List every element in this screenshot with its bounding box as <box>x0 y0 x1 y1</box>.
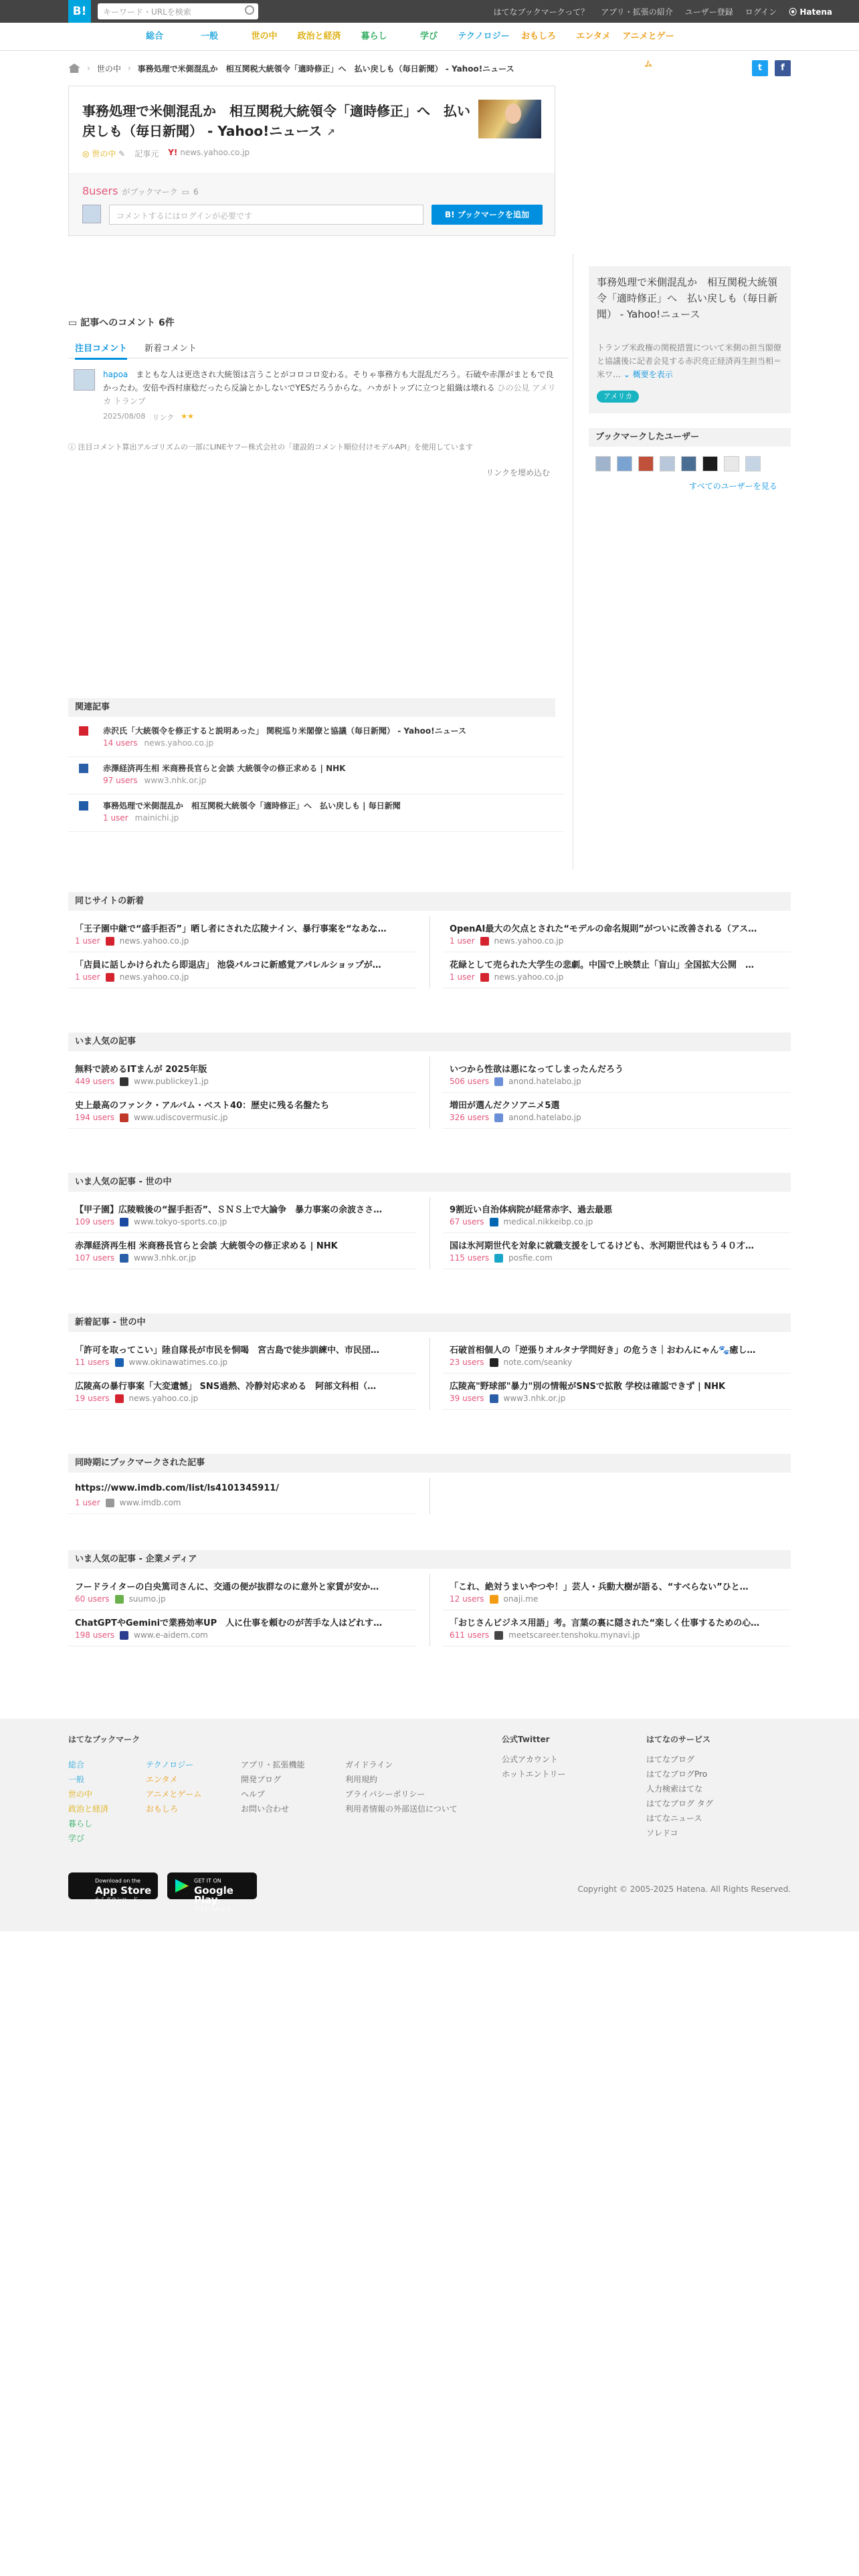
footer-link[interactable]: プライバシーポリシー <box>345 1790 425 1799</box>
article-item[interactable] <box>68 1374 416 1410</box>
footer-link[interactable]: ヘルプ <box>241 1790 266 1799</box>
tab-featured-comments[interactable]: 注目コメント <box>75 341 127 360</box>
users-count[interactable]: 326 users <box>450 1113 490 1122</box>
top-bar <box>0 0 859 23</box>
footer-link[interactable]: 政治と経済 <box>68 1804 109 1814</box>
footer-link[interactable]: おもしろ <box>146 1804 179 1814</box>
article-title[interactable]: 広陵高"野球部"暴力"別の情報がSNSで拡散 学校は確認できず | NHK <box>450 1382 726 1392</box>
article-title[interactable]: OpenAI最大の欠点とされた“モデルの命名規則”がついに改善される（アス… <box>450 924 757 934</box>
site-favicon-icon <box>120 1218 128 1226</box>
article-meta <box>75 1594 166 1604</box>
article-item[interactable] <box>68 1337 416 1374</box>
footer-bookmark-col <box>68 1732 202 1752</box>
article-meta <box>75 1113 228 1122</box>
section-header: 新着記事 - 世の中 <box>68 1313 791 1332</box>
users-count[interactable]: 19 users <box>75 1394 110 1403</box>
article-meta <box>75 1358 227 1367</box>
category-tab[interactable]: 政治と経済 <box>297 31 341 41</box>
site-favicon-icon <box>106 1499 114 1507</box>
related-title[interactable]: 赤沢氏「大統領令を修正すると説明あった」 関税巡り米閣僚と協議（毎日新聞） - Yahoo!ニュース <box>103 726 466 736</box>
footer-link[interactable]: エンタメ <box>146 1775 178 1784</box>
hatena-icon: ⦿ <box>789 7 797 17</box>
article-meta <box>75 1253 196 1263</box>
footer-link[interactable]: 利用規約 <box>345 1775 378 1784</box>
article-title[interactable]: フードライターの白央篤司さんに、交通の便が抜群なのに意外と家賃が安か… <box>75 1582 379 1592</box>
article-item[interactable] <box>443 1057 791 1093</box>
article-meta <box>75 1077 209 1086</box>
article-domain[interactable]: www.tokyo-sports.co.jp <box>134 1217 227 1226</box>
users-count[interactable]: 1 user <box>450 972 475 982</box>
users-count[interactable]: 11 users <box>75 1358 110 1367</box>
site-favicon-icon <box>494 1113 503 1122</box>
comment-date[interactable]: 2025/08/08 <box>103 412 146 421</box>
article-domain[interactable]: www.udiscovermusic.jp <box>134 1113 228 1122</box>
apps-link[interactable]: アプリ・拡張の紹介 <box>601 7 673 17</box>
article-meta <box>75 972 189 982</box>
section-header: いま人気の記事 - 世の中 <box>68 1173 791 1192</box>
footer-link[interactable]: はてなニュース <box>646 1814 702 1823</box>
site-favicon-icon <box>79 764 88 773</box>
users-count[interactable]: 449 users <box>75 1077 115 1086</box>
user-avatar[interactable] <box>660 456 675 471</box>
users-count[interactable]: 1 user <box>75 972 100 982</box>
signup-link[interactable]: ユーザー登録 <box>684 7 733 17</box>
footer-link[interactable]: 人力検索はてな <box>646 1784 703 1794</box>
comment-link[interactable]: リンク <box>152 413 175 422</box>
facebook-share-icon[interactable]: f <box>775 60 791 76</box>
tag-america[interactable]: アメリカ <box>597 391 639 403</box>
article-domain[interactable]: www3.nhk.or.jp <box>503 1394 566 1403</box>
footer-link[interactable]: 一般 <box>68 1775 85 1784</box>
users-count[interactable]: 1 user <box>75 936 100 946</box>
article-title[interactable]: 「許可を取ってこい」陸自隊長が市民を恫喝 宮古島で徒歩訓練中、市民団… <box>75 1346 380 1356</box>
article-meta <box>450 1253 553 1263</box>
related-item[interactable] <box>68 794 563 832</box>
article-domain[interactable]: www.okinawatimes.co.jp <box>128 1358 228 1367</box>
article-domain[interactable]: meetscareer.tenshoku.mynavi.jp <box>508 1630 640 1640</box>
login-link[interactable]: ログイン <box>745 7 777 17</box>
users-count[interactable]: 506 users <box>450 1077 490 1086</box>
related-header: 関連記事 <box>68 698 555 717</box>
app-store-button[interactable]: Download on the App Store からダウンロード <box>68 1872 158 1899</box>
article-item[interactable] <box>68 1478 416 1514</box>
footer-header: 公式Twitter <box>502 1735 550 1744</box>
article-title[interactable]: 広陵高の暴行事案「大変遺憾」 SNS過熱、冷静対応求める 阿部文科相（… <box>75 1382 377 1392</box>
site-favicon-icon <box>106 937 114 946</box>
users-count[interactable]: 67 users <box>450 1217 484 1226</box>
tab-new-comments[interactable]: 新着コメント <box>145 344 197 354</box>
site-favicon-icon <box>490 1218 498 1226</box>
entry-title[interactable]: 事務処理で米側混乱か 相互関税大統領令「適時修正」へ 払い戻しも（毎日新聞） - Yahoo!ニュース ↗ <box>82 103 470 139</box>
site-favicon-icon <box>490 1394 498 1403</box>
footer-link[interactable]: 学び <box>68 1834 85 1843</box>
avatar <box>82 205 101 223</box>
article-item[interactable] <box>443 952 791 988</box>
related-domain[interactable]: www3.nhk.or.jp <box>144 776 207 785</box>
article-meta <box>450 972 563 982</box>
footer-services-col <box>646 1732 713 1840</box>
user-avatar[interactable] <box>702 456 718 471</box>
article-title[interactable]: https://www.imdb.com/list/ls4101345911/ <box>75 1483 280 1493</box>
users-count[interactable]: 39 users <box>450 1394 484 1403</box>
user-avatar[interactable] <box>681 456 696 471</box>
site-favicon-icon <box>494 1631 503 1640</box>
article-domain[interactable]: posfie.com <box>508 1253 553 1263</box>
users-count[interactable]: 1 user <box>75 1498 100 1507</box>
yahoo-favicon-icon: Y! <box>168 148 178 157</box>
avatar[interactable] <box>74 369 95 391</box>
category-tab[interactable]: 学び <box>419 31 438 41</box>
article-domain[interactable]: news.yahoo.co.jp <box>119 972 189 982</box>
article-item[interactable] <box>443 1233 791 1269</box>
article-title[interactable]: 「これ、絶対うまいやつや！」芸人・兵動大樹が語る、“すべらない”ひと… <box>450 1582 749 1592</box>
entry-thumbnail[interactable] <box>478 100 541 138</box>
category-tab[interactable]: テクノロジー <box>458 31 510 41</box>
hatena-bookmark-logo[interactable]: B! <box>68 0 91 23</box>
article-item[interactable] <box>68 1093 416 1129</box>
related-meta <box>103 776 206 785</box>
see-all-users-link[interactable]: すべてのユーザーを見る <box>689 481 777 491</box>
article-meta <box>75 1498 181 1507</box>
comment-tabs <box>68 338 569 358</box>
copyright: Copyright © 2005-2025 Hatena. All Rights Reserved. <box>577 1885 791 1894</box>
users-count[interactable]: 14 users <box>103 738 138 748</box>
article-title[interactable]: 「王子園中継で“盛手拒否”」晒し者にされた広陵ナイン、暴行事案を“なあな… <box>75 924 387 934</box>
google-play-button[interactable]: GET IT ON Google Play で手に入れよう <box>167 1872 257 1899</box>
users-count[interactable]: 23 users <box>450 1358 484 1367</box>
article-item[interactable] <box>68 952 416 988</box>
sidebar-description: トランプ米政権の関税措置について米側の担当閣僚と協議後に記者会見する赤沢亮正経済再生担当相＝米ワ… ⌄ 概要を表示 <box>597 343 782 379</box>
footer-twitter-col <box>502 1732 566 1782</box>
users-count[interactable]: 109 users <box>75 1217 115 1226</box>
footer-link[interactable]: はてなブログ タグ <box>646 1799 713 1808</box>
chevron-right-icon: › <box>87 64 90 73</box>
twitter-share-icon[interactable]: t <box>752 60 768 76</box>
article-item[interactable] <box>443 1093 791 1129</box>
hatena-brand: Hatena <box>799 7 832 17</box>
article-item[interactable] <box>443 916 791 952</box>
article-domain[interactable]: news.yahoo.co.jp <box>119 936 189 946</box>
site-favicon-icon <box>480 973 489 982</box>
site-favicon-icon <box>120 1077 128 1086</box>
site-favicon-icon <box>120 1113 128 1122</box>
external-link-icon: ↗ <box>326 126 335 138</box>
hatena-brand-link[interactable] <box>789 6 832 17</box>
comment-user[interactable]: hapoa <box>103 370 128 379</box>
section-header: 同時期にブックマークされた記事 <box>68 1454 791 1473</box>
entry-category[interactable]: ◎ 世の中 ✎ <box>82 149 126 158</box>
article-title[interactable]: ChatGPTやGeminiで業務効率UP 人に仕事を頼むのが苦手な人はどれす… <box>75 1618 383 1628</box>
user-avatar[interactable] <box>724 456 739 471</box>
footer-link[interactable]: お問い合わせ <box>241 1804 290 1814</box>
users-count[interactable]: 107 users <box>75 1253 115 1263</box>
user-avatar[interactable] <box>617 456 632 471</box>
footer-link[interactable]: アニメとゲーム <box>146 1790 202 1799</box>
related-item[interactable] <box>68 720 563 757</box>
entry-meta <box>82 148 250 159</box>
site-favicon-icon <box>115 1394 124 1403</box>
related-title[interactable]: 赤澤経済再生相 米商務長官らと会談 大統領令の修正求める | NHK <box>103 764 346 773</box>
article-item[interactable] <box>443 1574 791 1610</box>
article-item[interactable] <box>443 1337 791 1374</box>
category-tab[interactable]: おもしろ <box>520 31 556 41</box>
article-meta <box>450 1358 572 1367</box>
apple-icon <box>76 1878 90 1891</box>
users-count[interactable]: 12 users <box>450 1594 484 1604</box>
article-domain[interactable]: anond.hatelabo.jp <box>508 1113 581 1122</box>
article-meta <box>450 1630 640 1640</box>
search-icon[interactable] <box>245 5 254 15</box>
category-tab[interactable]: 世の中 <box>251 31 278 41</box>
article-title[interactable]: 石破首相個人の「逆張りオルタナ学問好き」の危うさ｜おわんにゃん🐾癒し… <box>450 1346 756 1356</box>
comment-body <box>103 368 558 408</box>
footer-link[interactable]: アプリ・拡張機能 <box>241 1760 305 1769</box>
section-header: いま人気の記事 <box>68 1033 791 1051</box>
article-title[interactable]: 赤澤経済再生相 米商務長官らと会談 大統領令の修正求める | NHK <box>75 1241 338 1251</box>
add-bookmark-button[interactable]: B! ブックマークを追加 <box>432 205 543 225</box>
article-meta <box>75 1217 227 1226</box>
footer-link[interactable]: 利用者情報の外部送信について <box>345 1804 458 1814</box>
info-icon: ⓘ <box>68 443 76 451</box>
site-favicon-icon <box>490 1595 498 1604</box>
related-title[interactable]: 事務処理で米側混乱か 相互関税大統領令「適時修正」へ 払い戻しも | 毎日新聞 <box>103 801 401 811</box>
article-item[interactable] <box>443 1610 791 1646</box>
site-favicon-icon <box>79 726 88 736</box>
related-domain[interactable]: news.yahoo.co.jp <box>144 738 214 748</box>
article-domain[interactable]: anond.hatelabo.jp <box>508 1077 581 1086</box>
section-header: 同じサイトの新着 <box>68 892 791 911</box>
article-title[interactable]: 花緑として売られた大学生の悲劇。中国で上映禁止「盲山」全国拡大公開 … <box>450 960 755 970</box>
user-avatar[interactable] <box>638 456 654 471</box>
category-tab[interactable]: エンタメ <box>576 31 611 41</box>
category-tab[interactable]: 暮らし <box>361 31 387 41</box>
article-domain[interactable]: onaji.me <box>503 1594 539 1604</box>
chevron-down-icon: ⌄ <box>623 370 630 379</box>
article-meta <box>450 1394 565 1403</box>
breadcrumb <box>68 59 791 78</box>
footer-link[interactable]: 開発ブログ <box>241 1775 282 1784</box>
top-links <box>494 6 833 17</box>
users-count[interactable]: 611 users <box>450 1630 490 1640</box>
footer-header: はてなブックマーク <box>68 1735 140 1744</box>
article-item[interactable] <box>68 1574 416 1610</box>
users-count[interactable]: 1 user <box>103 813 128 823</box>
article-title[interactable]: 増田が選んだクソアニメ5選 <box>450 1101 560 1111</box>
article-title[interactable]: 【甲子園】広陵戦後の“握手拒否”、ＳＮＳ上で大論争 暴力事案の余波ささ… <box>75 1205 383 1215</box>
sidebar-summary <box>589 266 791 413</box>
footer-link[interactable]: 世の中 <box>68 1790 93 1799</box>
article-item[interactable] <box>68 1057 416 1093</box>
entry-domain[interactable]: Y! news.yahoo.co.jp <box>168 148 250 157</box>
breadcrumb-category[interactable]: 世の中 <box>96 64 121 74</box>
about-link[interactable]: はてなブックマークって？ <box>493 7 589 17</box>
comment-footer <box>103 412 194 423</box>
users-count[interactable]: 8users がブックマーク ▭ 6 <box>82 185 199 197</box>
related-meta <box>103 738 213 748</box>
article-domain[interactable]: www.publickey1.jp <box>134 1077 209 1086</box>
category-tab[interactable]: 総合 <box>145 31 163 41</box>
article-meta <box>450 936 563 946</box>
article-item[interactable] <box>443 1374 791 1410</box>
bookmark-area <box>69 173 555 235</box>
article-domain[interactable]: news.yahoo.co.jp <box>128 1394 199 1403</box>
article-title[interactable]: 9割近い自治体病院が経常赤字、過去最悪 <box>450 1205 613 1215</box>
site-favicon-icon <box>120 1631 128 1640</box>
user-avatar[interactable] <box>745 456 761 471</box>
article-meta <box>450 1077 581 1086</box>
article-domain[interactable]: www3.nhk.or.jp <box>134 1253 196 1263</box>
comment-input[interactable]: コメントするにはログインが必要です <box>109 205 423 225</box>
comment-icon: ▭ <box>181 187 189 197</box>
site-favicon-icon <box>115 1595 124 1604</box>
comment-tags[interactable]: ひの公見 アメリカ トランプ <box>103 383 556 406</box>
edit-icon: ✎ <box>118 149 126 158</box>
article-meta <box>75 936 189 946</box>
site-favicon-icon <box>494 1077 503 1086</box>
users-count[interactable]: 115 users <box>450 1253 490 1263</box>
users-count[interactable]: 1 user <box>450 936 475 946</box>
users-count[interactable]: 97 users <box>103 776 138 785</box>
footer-link[interactable]: はてなブログPro <box>646 1769 708 1779</box>
star-icon[interactable]: ★★ <box>181 412 194 421</box>
article-title[interactable]: 史上最高のファンク・アルバム・ベスト40：歴史に残る名盤たち <box>75 1101 330 1111</box>
search-placeholder: キーワード・URLを検索 <box>103 7 191 17</box>
article-meta <box>450 1217 593 1226</box>
footer-link[interactable]: 総合 <box>68 1760 85 1769</box>
chevron-right-icon: › <box>127 64 131 73</box>
site-favicon-icon <box>494 1254 503 1263</box>
comments-header: ▭ 記事へのコメント 6件 <box>68 318 175 328</box>
home-icon[interactable] <box>68 64 80 73</box>
user-avatars <box>595 456 761 471</box>
article-domain[interactable]: news.yahoo.co.jp <box>494 936 564 946</box>
users-count[interactable]: 194 users <box>75 1113 115 1122</box>
site-favicon-icon <box>480 937 489 946</box>
article-domain[interactable]: suumo.jp <box>128 1594 166 1604</box>
article-title[interactable]: 国は氷河期世代を対象に就職支援をしてるけども、氷河期世代はもう４０才… <box>450 1241 755 1251</box>
article-meta <box>450 1594 538 1604</box>
related-item[interactable] <box>68 757 563 794</box>
category-tab[interactable]: 一般 <box>200 31 218 41</box>
footer-link[interactable]: ソレドコ <box>646 1828 678 1838</box>
related-meta <box>103 813 179 823</box>
article-title[interactable]: 無料で読めるITまんが 2025年版 <box>75 1065 207 1075</box>
entry-card <box>68 86 555 236</box>
embed-link[interactable]: リンクを埋め込む <box>486 468 550 477</box>
algorithm-note: ⓘ 注目コメント算出アルゴリズムの一部にLINEヤフー株式会社の「建設的コメント順位付けモデルAPI」を使用しています <box>68 443 473 451</box>
article-domain[interactable]: medical.nikkeibp.co.jp <box>503 1217 593 1226</box>
article-domain[interactable]: www.imdb.com <box>119 1498 181 1507</box>
footer-link[interactable]: はてなブログ <box>646 1755 695 1764</box>
article-title[interactable]: 「店員に話しかけられたら即退店」 池袋パルコに新感覚アパレルショップが… <box>75 960 381 970</box>
users-count[interactable]: 60 users <box>75 1594 110 1604</box>
related-domain[interactable]: mainichi.jp <box>134 813 179 823</box>
google-play-icon <box>175 1879 189 1893</box>
site-favicon-icon <box>490 1358 498 1367</box>
user-avatar[interactable] <box>595 456 611 471</box>
users-count[interactable]: 198 users <box>75 1630 115 1640</box>
category-icon: ◎ <box>82 149 90 158</box>
comment-text: まともな人は更迭され大統領は言うことがコロコロ変わる。そりゃ事務方も大混乱だろう。石破や赤澤がまともで良かったわ。安倍や西村康稔だったら反論とかしないでYESだろうからな。ハカがトップに立つと組織は壊れる <box>103 370 554 393</box>
category-tab[interactable]: アニメとゲーム <box>622 31 674 70</box>
article-domain[interactable]: note.com/seanky <box>503 1358 573 1367</box>
footer-header: はてなのサービス <box>646 1735 711 1744</box>
sidebar-title[interactable]: 事務処理で米側混乱か 相互関税大統領令「適時修正」へ 払い戻しも（毎日新聞） - Yahoo!ニュース <box>597 276 778 320</box>
site-favicon-icon <box>120 1254 128 1263</box>
article-meta <box>75 1630 208 1640</box>
footer-link[interactable]: 暮らし <box>68 1819 93 1828</box>
article-title[interactable]: いつから性欲は悪になってしまったんだろう <box>450 1065 624 1075</box>
article-meta <box>75 1394 198 1403</box>
article-meta <box>450 1113 581 1122</box>
site-favicon-icon <box>79 801 88 811</box>
site-favicon-icon <box>115 1358 124 1367</box>
article-item[interactable] <box>68 1233 416 1269</box>
bookmark-users-header: ブックマークしたユーザー <box>589 428 791 447</box>
article-title[interactable]: 「おじさんビジネス用語」考。言葉の裏に隠された“楽しく仕事するための心… <box>450 1618 760 1628</box>
article-domain[interactable]: www.e-aidem.com <box>134 1630 208 1640</box>
footer-link[interactable]: ホットエントリー <box>502 1769 566 1779</box>
show-summary-link[interactable]: ⌄ 概要を表示 <box>623 370 673 379</box>
entry-author-label: 記事元 <box>134 149 159 158</box>
article-item[interactable] <box>68 1610 416 1646</box>
footer-link[interactable]: テクノロジー <box>146 1760 194 1769</box>
comment-icon: ▭ <box>68 318 78 328</box>
article-item[interactable] <box>68 916 416 952</box>
search-input[interactable] <box>98 3 258 19</box>
article-domain[interactable]: news.yahoo.co.jp <box>494 972 564 982</box>
article-item[interactable] <box>443 1197 791 1233</box>
site-favicon-icon <box>106 973 114 982</box>
section-header: いま人気の記事 - 企業メディア <box>68 1550 791 1569</box>
breadcrumb-title: 事務処理で米側混乱か 相互関税大統領令「適時修正」へ 払い戻しも（毎日新聞） - Yahoo!ニュース <box>137 64 514 74</box>
footer-link[interactable]: ガイドライン <box>345 1760 393 1769</box>
article-item[interactable] <box>68 1197 416 1233</box>
footer-link[interactable]: 公式アカウント <box>502 1755 558 1764</box>
